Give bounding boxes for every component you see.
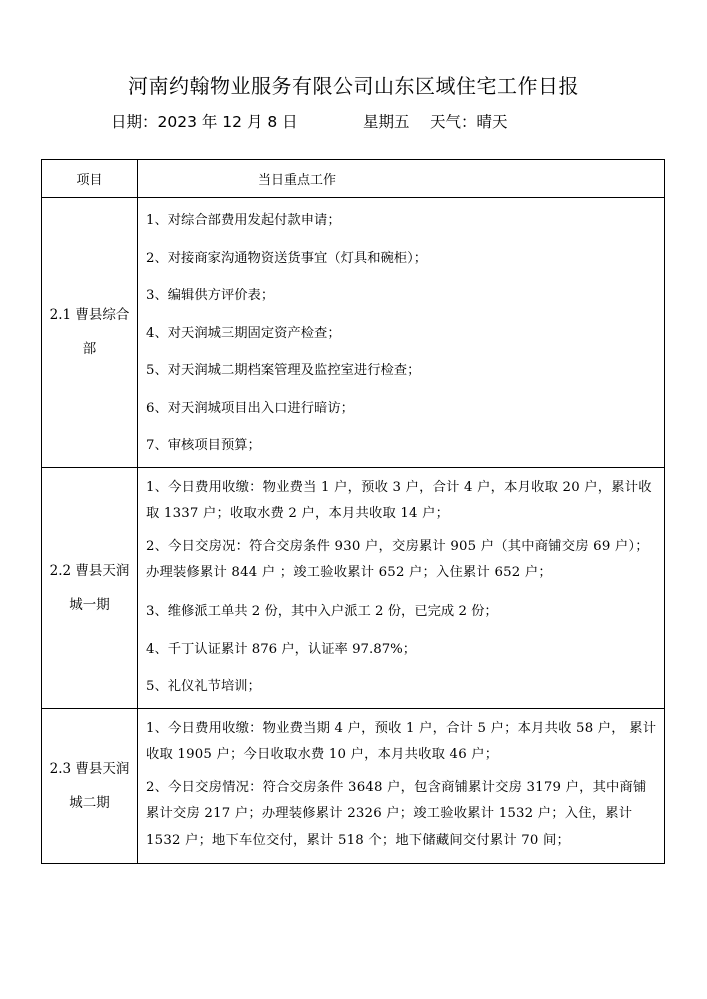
report-title: 河南约翰物业服务有限公司山东区域住宅工作日报 [128,74,579,98]
work-item: 7、审核项目预算； [146,438,261,453]
work-item: 3、维修派工单共 2 份，其中入户派工 2 份，已完成 2 份； [146,604,498,620]
work-item: 3、编辑供方评价表； [146,288,275,303]
section-label: 2.3 曹县天润城二期 [42,708,138,863]
section-row-caoxian-general [42,198,665,468]
work-item: 5、礼仪礼节培训； [146,679,261,695]
work-item: 4、对天润城三期固定资产检查； [146,325,341,341]
work-item: 6、对天润城项目出入口进行暗访； [146,400,354,416]
work-item: 1、今日费用收缴：物业费当期 4 户，预收 1 户，合计 5 户；本月共收 58 户， 累计收取 1905 户；今日收取水费 10 户，本月共收取 46 户； [146,720,657,763]
section-row-tianruncheng-phase2 [42,708,665,863]
report-weekday: 星期五 [363,113,410,131]
work-report-table [41,159,665,864]
section-label: 2.1 曹县综合部 [42,198,138,468]
table-header-row [42,160,665,198]
section-work-list [138,708,665,863]
work-item: 2、今日交房况：符合交房条件 930 户，交房累计 905 户（其中商铺交房 69 户）；办理装修累计 844 户 ；竣工验收累计 652 户；入住累计 652 户； [146,538,649,581]
report-weather: 天气：晴天 [430,113,508,131]
work-item: 5、对天润城二期档案管理及监控室进行检查； [146,363,421,378]
column-header-project: 项目 [42,160,138,198]
section-label: 2.2 曹县天润城一期 [42,467,138,708]
section-work-list [138,198,665,468]
work-item: 1、今日费用收缴：物业费当 1 户，预收 3 户，合计 4 户，本月收取 20 户，累计收取 1337 户；收取水费 2 户，本月共收取 14 户； [146,479,652,521]
work-item: 1、对综合部费用发起付款申请； [146,213,341,228]
section-work-list [138,467,665,708]
report-date: 日期：2023 年 12 月 8 日 [111,113,298,131]
work-item: 4、千丁认证累计 876 户，认证率 97.87%； [146,641,417,657]
section-row-tianruncheng-phase1 [42,467,665,708]
column-header-work: 当日重点工作 [138,160,665,198]
work-item: 2、今日交房情况：符合交房条件 3648 户，包含商铺累计交房 3179 户，其中商铺累计交房 217 户；办理装修累计 2326 户；竣工验收累计 1532 户；入住，累计 1532 户；地下车位交付，累计 518 个；地下储藏间交付累计 70 间； [146,780,647,848]
work-item: 2、对接商家沟通物资送货事宜（灯具和碗柜）； [146,250,428,266]
